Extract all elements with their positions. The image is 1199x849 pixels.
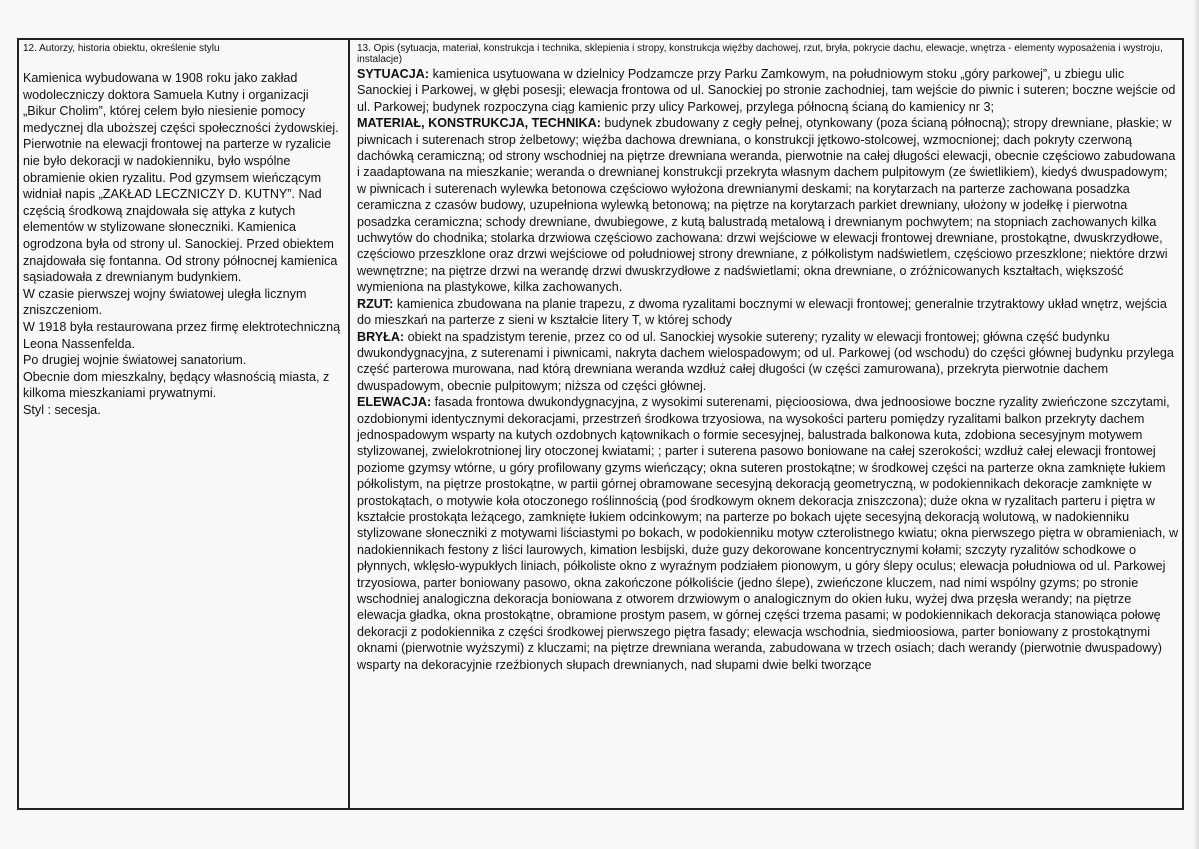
history-header: 12. Autorzy, historia obiektu, określenie stylu [23, 43, 220, 54]
section-plan [357, 296, 1179, 329]
scan-edge-shadow [1193, 0, 1199, 849]
section-situation [357, 66, 1179, 115]
history-paragraph: Kamienica wybudowana w 1908 roku jako zakład wodoleczniczy doktora Samuela Kutny i organizacji „Bikur Cholim”, której celem było niesienie pomocy medycznej dla uboższej części społeczności żydowskiej. [23, 71, 339, 135]
section-label: BRYŁA: [357, 329, 405, 344]
history-column [23, 43, 343, 418]
history-paragraph: Styl : secesja. [23, 402, 101, 417]
description-column [357, 43, 1179, 673]
section-label: SYTUACJA: [357, 67, 430, 81]
description-body [357, 66, 1179, 673]
section-massing [357, 329, 1179, 395]
history-paragraph: Po drugiej wojnie światowej sanatorium. [23, 353, 247, 368]
section-label: MATERIAŁ, KONSTRUKCJA, TECHNIKA: [357, 116, 601, 131]
section-text: budynek zbudowany z cegły pełnej, otynkowany (poza ścianą północną); stropy drewniane, płaskie; w piwnicach i suterenach strop żelbetowy; więźba dachowa drewniana, o konstrukcji jętkowo-stolcowej, wzmocnionej; dach pokryty czerwoną dachówką ceramiczną; od strony wschodniej na piętrze drewniana weranda, pierwotnie na całej długości elewacji, obecnie częściowo zabudowana i zaadaptowana na mieszkanie; weranda o drewnianej konstrukcji przekryta własnym dachem pulpitowym (ze świetlikiem), kiedyś dwuspadowym; w piwnicach i suterenach wylewka betonowa częściowo wyłożona drewnianymi deskami; na korytarzach na parterze zachowana posadzka ceramiczna z czasów budowy, uzupełniona wylewką betonową; na piętrze na korytarzach parkiet drewniany, ułożony w jodełkę i pierwotna posadzka ceramiczna; schody drewniane, dwubiegowe, z kutą balustradą metalową i drewnianym pochwytem; na stopniach zachowanych kilka uchwytów do chodnika; stolarka drzwiowa częściowo zachowana: drzwi wejściowe w elewacji frontowej drewniane, prostokątne, dwuskrzydłowe, częściowo przeszklone oraz drzwi wejściowe od południowej strony drewniane, z półkolistym nadświetlem, częściowo przeszklone; niektóre drzwi wewnętrzne; na piętrze drzwi na werandę drzwi dwuskrzydłowe z nadświetlami; okna drewniane, o zróżnicowanych kształtach, większość wymieniona na plastykowe, kilka zachowanych. [357, 116, 1176, 295]
section-material [357, 115, 1179, 295]
history-paragraph: W 1918 była restaurowana przez firmę elektrotechniczną Leona Nassenfelda. [23, 319, 341, 351]
column-divider [348, 40, 350, 808]
section-text: fasada frontowa dwukondygnacyjna, z wysokimi suterenami, pięcioosiowa, dwa jednoosiowe boczne ryzality zwieńczone szczytami, ozdobionymi identycznymi dekoracjami, przestrzeń środkowa trzyosiowa, na wysokości parteru pomiędzy ryzalitami balkon przekryty dachem jednospadowym wsparty na kutych ozdobnych kątownikach o formie secesyjnej, balustrada balkonowa kuta, zdobiona secesyjnym motywem stylizowanej, zwielokrotnionej liry otoczonej kwiatami; ; parter i suterena pasowo boniowane na całej szerokości; wzdłuż całej elewacji frontowej poziome gzymsy wtórne, u góry profilowany gzyms wieńczący; okna suteren prostokątne; w środkowej części na parterze okna zamknięte łukiem półkolistym, na piętrze prostokątne, w partii górnej obramowane secesyjną dekoracją geometryczną, w podokiennikach dekoracje zamknięte w prostokątach, o motywie koła otoczonego roślinnością (pod środkowym oknem dekoracja zniszczona); duże okna w ryzalitach parteru i piętra w kształcie prostokąta leżącego, zamknięte łukiem odcinkowym; na parterze po bokach ujęte secesyjną dekoracją wolutową, w nadokienniku stylizowane słoneczniki z motywami liściastymi po bokach, w podokienniku motyw czterolistnego kwiatu; okna pierwszego piętra w obramieniach, w nadokiennikach festony z liści laurowych, kimation lesbijski, duże guzy dekorowane koncentrycznymi kołami; szczyty ryzalitów schodkowe o płynnych, wklęsło-wypukłych liniach, półkoliste okno z wyraźnym podziałem pionowym, u góry ślepy oculus; elewacja południowa od ul. Parkowej trzyosiowa, parter boniowany pasowo, okna zakończone półkoliście (jedno ślepe), zwieńczone kluczem, nad nimi wspólny gzyms; po stronie wschodniej analogiczna dekoracja boniowana z otworem drzwiowym o analogicznym do okien łuku, wyżej dwa przęsła werandy; na piętrze elewacja gładka, okna prostokątne, obramione prostym pasem, w górnej części trzema pasami; w podokiennikach dekoracja stanowiąca połowę dekoracji z podokiennika z części środkowej pierwszego piętra fasady; elewacja wschodnia, siedmioosiowa, parter boniowany z prostokątnymi oknami (pierwotnie wyższymi) z kluczami; na piętrze drewniana weranda, zabudowana w trzech osiach; dach werandy (pierwotnie dwuspadowy) wsparty na dekoracyjnie rzeźbionych słupach drewnianych, nad słupami dwie belki tworzące [357, 395, 1179, 672]
history-body [23, 70, 343, 418]
history-paragraph: W czasie pierwszej wojny światowej uległa licznym zniszczeniom. [23, 286, 307, 318]
section-elevation [357, 394, 1179, 673]
section-text: obiekt na spadzistym terenie, przez co od ul. Sanockiej wysokie sutereny; ryzality w elewacji frontowej; główna część budynku dwukondygnacyjna, z suterenami i piwnicami, nakryta dachem wielospadowym; od ul. Parkowej (od wschodu) do części głównej budynku przylega część parterowa murowana, nad którą drewniana weranda wzdłuż całej długości (w części zamurowana), przekryta pierwotnie dachem dwuspadowym, obecnie pulpitowym; niższa od części głównej. [357, 329, 1174, 393]
form-table [17, 38, 1184, 810]
section-label: ELEWACJA: [357, 395, 432, 410]
section-text: kamienica zbudowana na planie trapezu, z dwoma ryzalitami bocznymi w elewacji frontowej; generalnie trzytraktowy układ wnętrz, wejścia do mieszkań na parterze z sieni w kształcie litery T, w której schody [357, 296, 1167, 328]
description-header: 13. Opis (sytuacja, materiał, konstrukcja i technika, sklepienia i stropy, konstrukcja więźby dachowej, rzut, bryła, pokrycie dachu, elewacje, wnętrza - elementy wyposażenia i wystroju, instalacje) [357, 43, 1163, 65]
section-text: kamienica usytuowana w dzielnicy Podzamcze przy Parku Zamkowym, na południowym stoku „góry parkowej”, u zbiegu ulic Sanockiej i Parkowej, w głębi posesji; elewacja frontowa od ul. Sanockiej po stronie zachodniej, tam wejście do piwnic i suteren; boczne wejście od ul. Parkowej; budynek rozpoczyna ciąg kamienic przy ulicy Parkowej, przylega północną ścianą do kamienicy nr 3; [357, 67, 1176, 114]
history-paragraph: Obecnie dom mieszkalny, będący własnością miasta, z kilkoma mieszkaniami prywatnymi. [23, 369, 330, 401]
section-label: RZUT: [357, 296, 394, 311]
history-paragraph: Pierwotnie na elewacji frontowej na parterze w ryzalicie nie było dekoracji w nadokienniku, było wspólne obramienie okien ryzalitu. Pod gzymsem wieńczącym widniał napis „ZAKŁAD LECZNICZY D. KUTNY”. Nad częścią środkową znajdowała się attyka z kutych elementów w stylizowane słoneczniki. Kamienica ogrodzona była od strony ul. Sanockiej. Przed obiektem znajdowała się fontanna. Od strony północnej kamienica sąsiadowała z drewnianym budynkiem. [23, 137, 338, 285]
